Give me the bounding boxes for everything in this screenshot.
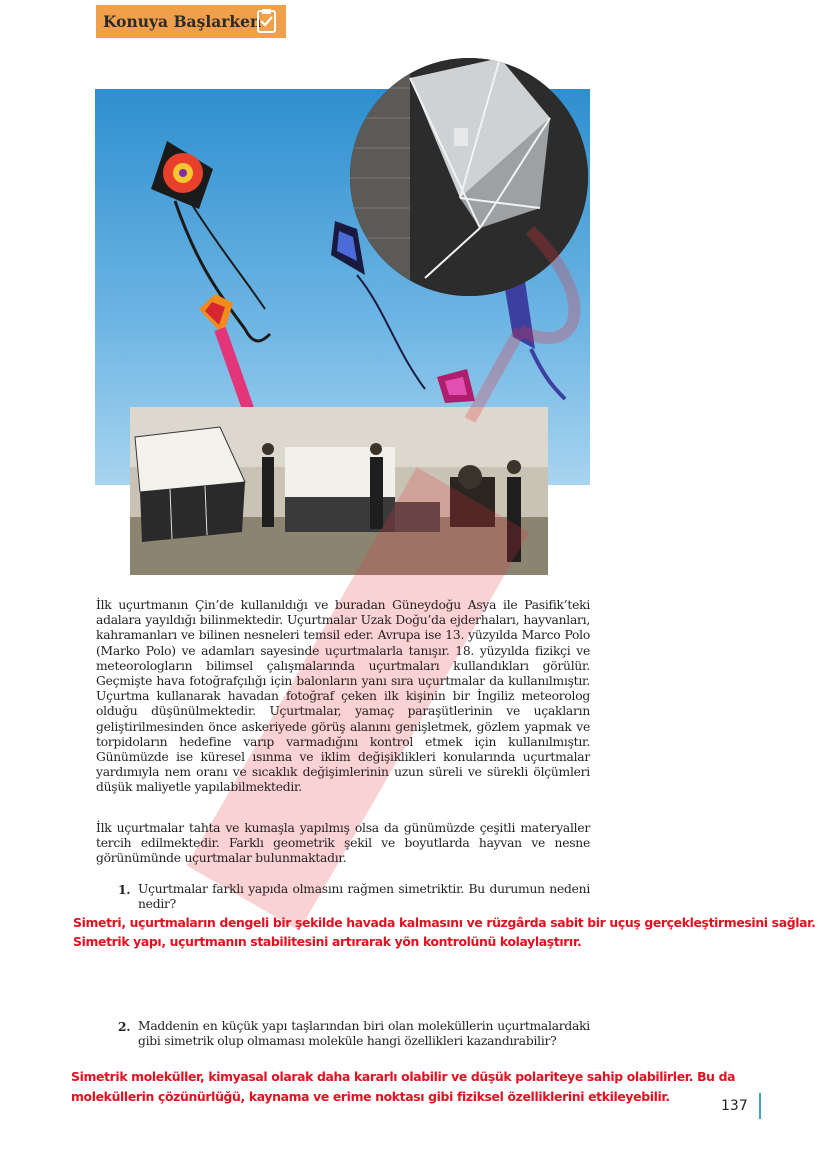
historic-meteorologists-photo xyxy=(130,407,548,575)
question-number: 1. xyxy=(118,882,131,897)
page-number-bar xyxy=(759,1093,761,1119)
question-2 xyxy=(118,1019,590,1049)
intro-paragraph: İlk uçurtmanın Çin’de kullanıldığı ve buradan Güneydoğu Asya ile Pasifik’teki adalara yayıldığı bilinmektedir. Uçurtmalar Uzak Doğu’da ejderhaları, hayvanları, kahramanları ve bilinen nesneleri temsil eder. Avrupa ise 13. yüzyılda Marco Polo (Marko Polo) ve adamları sayesinde uçurtmalarla tanışır. 18. yüzyılda fizikçi ve meteorologların bilimsel çalışmalarında uçurtmaları kullandıkları görülür. Geçmişte hava fotoğrafçılığı için balonların yanı sıra uçurtmalar da kullanılmıştır. Uçurtma kullanarak havadan fotoğraf çeken ilk kişinin bir İngiliz meteorolog olduğu düşünülmektedir. Uçurtmalar, yamaç paraşütlerinin ve uçakların geliştirilmesinden önce askeriyede görüş alanını genişletmek, gözlem yapmak ve torpidoların hedefine varıp varmadığını kontrol etmek için kullanılmıştır. Günümüzde ise küresel ısınma ve iklim değişiklikleri konularında uçurtmalar yardımıyla nem oranı ve sıcaklık değişimlerinin uzun süreli ve sürekli ölçümleri düşük maliyetle yapılabilmektedir. xyxy=(96,598,590,795)
answer-1-line-1: Simetri, uçurtmaların dengeli bir şekilde havada kalmasını ve rüzgârda sabit bir uçuş gerçekleştirmesini sağlar. xyxy=(73,915,816,930)
vintage-box-kite-photo xyxy=(350,58,588,296)
answer-1-line-2: Simetrik yapı, uçurtmanın stabilitesini artırarak yön kontrolünü kolaylaştırır. xyxy=(73,934,582,949)
answer-2-line-1: Simetrik moleküller, kimyasal olarak daha kararlı olabilir ve düşük polariteye sahip olabilirler. Bu da xyxy=(71,1069,736,1084)
materials-paragraph: İlk uçurtmalar tahta ve kumaşla yapılmış olsa da günümüzde çeşitli materyaller tercih edilmektedir. Farklı geometrik şekil ve boyutlarda hayvan ve nesne görünümünde uçurtmalar bulunmaktadır. xyxy=(96,821,590,866)
page-number: 137 xyxy=(721,1098,748,1114)
clipboard-check-icon xyxy=(256,8,278,34)
question-text: Uçurtmalar farklı yapıda olmasını rağmen simetriktir. Bu durumun nedeni nedir? xyxy=(138,882,590,912)
answer-2-line-2: moleküllerin çözünürlüğü, kaynama ve erime noktası gibi fiziksel özelliklerini etkileyebilir. xyxy=(71,1089,670,1104)
section-title: Konuya Başlarken xyxy=(103,12,262,31)
question-number: 2. xyxy=(118,1019,131,1034)
question-1 xyxy=(118,882,590,912)
question-text: Maddenin en küçük yapı taşlarından biri olan moleküllerin uçurtmalardaki gibi simetrik olup olmaması moleküle hangi özellikleri kazandırabilir? xyxy=(138,1019,590,1049)
